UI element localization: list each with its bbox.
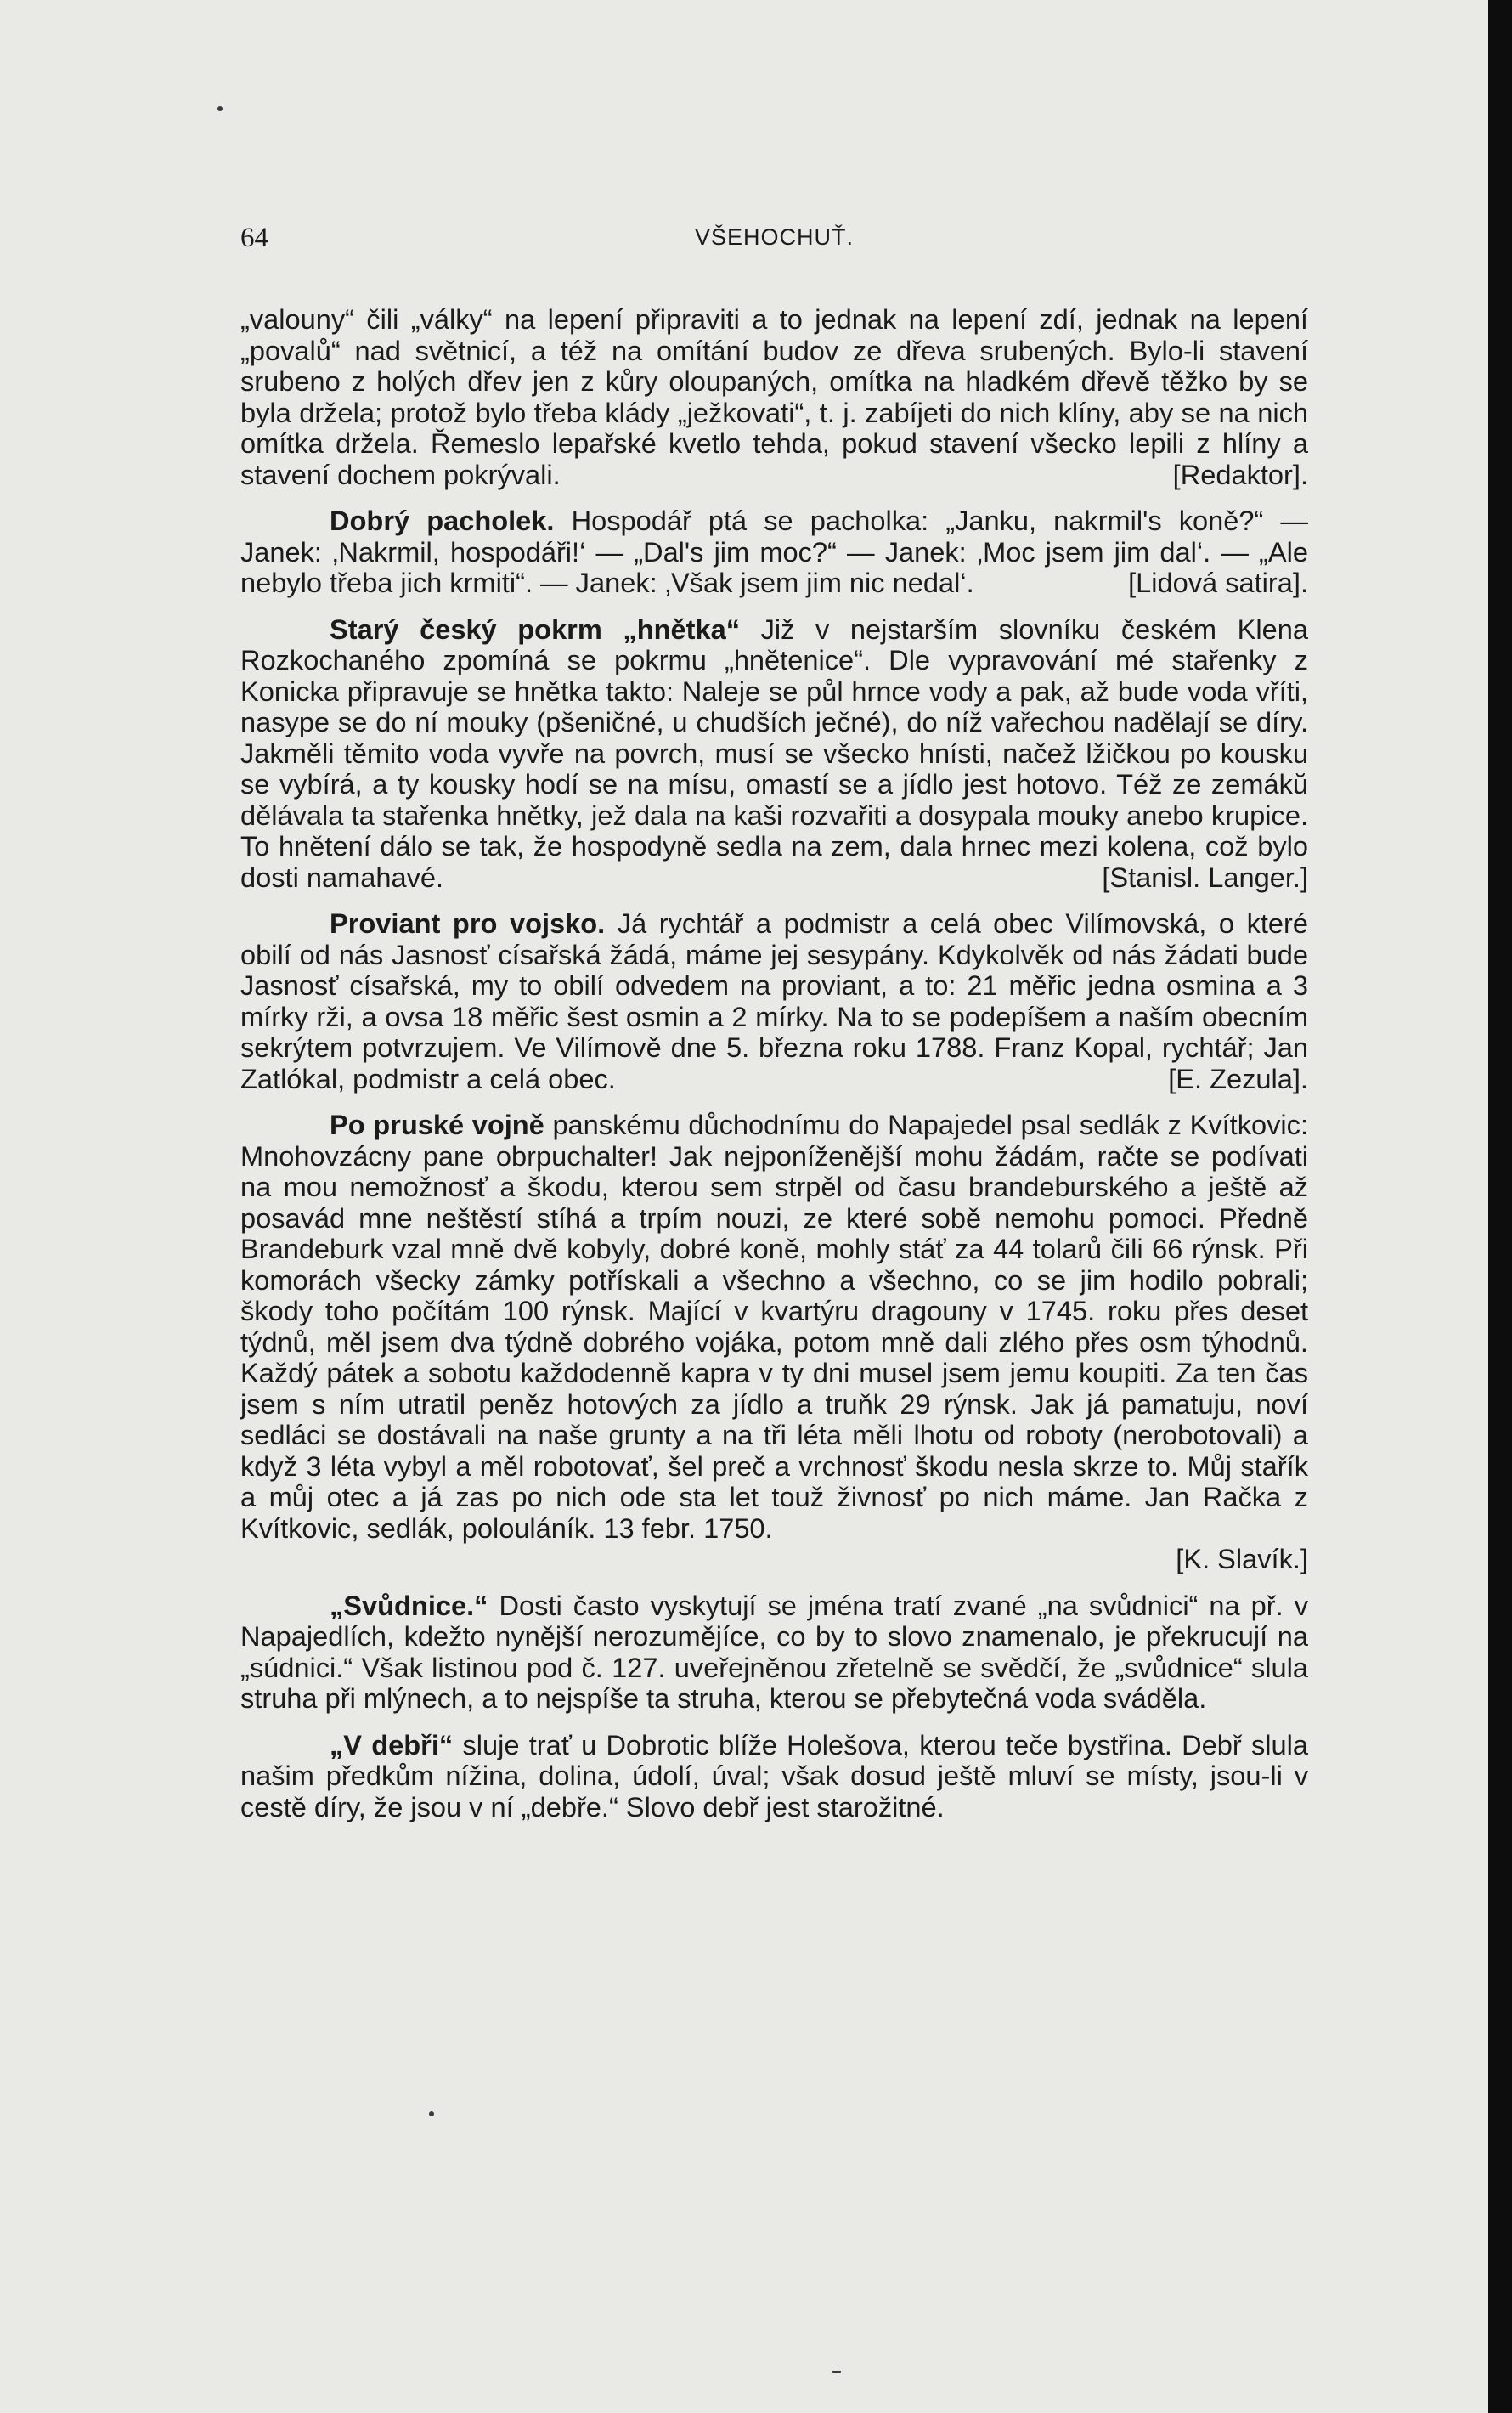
paragraph-debri	[240, 1730, 1308, 1823]
page-number: 64	[240, 223, 268, 253]
paragraph-text: Již v nejstarším slovníku českém Klena Rozkochaného zpomíná se pokrmu „hnětenice“. Dle vypravování mé stařenky z Konicka připravuje se hnětka takto: Naleje se půl hrnce vody a pak, až bude voda vříti, nasype se do ní mouky (pšeničné, u chudších ječné), do níž vařechou nadělají se díry. Jakměli těmito voda vyvře na povrch, musí se všecko hnísti, načež lžičkou po kousku se vybírá, a ty kousky hodí se na mísu, omastí se a jídlo jest hotovo. Též ze zemákŭ dělávala ta stařenka hnětky, jež dala na kaši rozvařiti a dosypala mouky anebo krupice. To hnětení dálo se tak, že hospodyně sedla na zem, dala hrnec mezi kolena, což bylo dosti namahavé.	[240, 613, 1308, 893]
paragraph-title: Starý český pokrm „hnětka“	[330, 613, 740, 645]
paragraph-title: Proviant pro vojsko.	[330, 907, 606, 939]
paragraph-intro	[240, 304, 1308, 490]
scan-speck	[832, 2371, 841, 2373]
paragraph-text: sluje trať u Dobrotic blíže Holešova, kterou teče bystřina. Debř slula našim předkům nížina, dolina, údolí, úval; však dosud ještě mluví se místy, jsou-li v cestě díry, že jsou v ní „debře.“ Slovo debř jest starožitné.	[240, 1728, 1309, 1822]
article-text	[240, 304, 1308, 1838]
page-header	[0, 223, 1488, 257]
paragraph-text: Hospodář ptá se pacholka: „Janku, nakrmil's koně?“ — Janek: ‚Nakrmil, hospodáři!‘ — „Dal's jim moc?“ — Janek: ‚Moc jsem jim dal‘. — „Ale nebylo třeba jich krmiti“. — Janek: ‚Však jsem jim nic nedal‘.	[240, 505, 1308, 598]
paragraph-pacholek	[240, 506, 1308, 599]
running-title: VŠEHOCHUŤ.	[695, 224, 855, 250]
paragraph-signature: [E. Zezula].	[1168, 1062, 1308, 1094]
paragraph-title: „Svůdnice.“	[330, 1589, 488, 1621]
paragraph-pruska-vojna	[240, 1110, 1308, 1575]
paragraph-hnetka	[240, 614, 1308, 894]
scan-speck	[429, 2111, 434, 2116]
scan-speck	[217, 106, 223, 111]
paragraph-signature: [Stanisl. Langer.]	[1102, 861, 1308, 893]
paragraph-title: Po pruské vojně	[330, 1109, 544, 1140]
paragraph-signature: [Lidová satira].	[1128, 567, 1308, 598]
paragraph-text: Já rychtář a podmistr a celá obec Vilímovská, o které obilí od nás Jasnosť císařská žádá, máme jej sesypány. Kdykolvěk od nás žádati bude Jasnosť císařská, my to obilí odvedem na proviant, a to: 21 měřic jedna osmina a 3 mírky rži, a ovsa 18 měřic šest osmin a 2 mírky. Na to se podepíšem a naším obecním sekrýtem potvrzujem. Ve Vilímově dne 5. března roku 1788. Franz Kopal, rychtář; Jan Zatlókal, podmistr a celá obec.	[240, 907, 1308, 1094]
paragraph-title: Dobrý pacholek.	[330, 505, 555, 536]
paragraph-title: „V debři“	[330, 1728, 454, 1760]
paragraph-text: Dosti často vyskytují se jména tratí zvané „na svůdnici“ na př. v Napajedlích, kdežto nynější nerozumějíce, co by to slovo znamenalo, je překrucují na „súdnici.“ Však listinou pod č. 127. uveřejněnou zřetelně se svědčí, že „svůdnice“ slula struha při mlýnech, a to nejspíše ta struha, kterou se přebytečná voda sváděla.	[240, 1589, 1308, 1714]
paragraph-text: „valouny“ čili „války“ na lepení připraviti a to jednak na lepení zdí, jednak na lepení „povalů“ nad světnicí, a též na omítání budov ze dřeva srubených. Bylo-li stavení srubeno z holých dřev jen z kůry oloupaných, omítka na hladkém dřevě těžko by se byla držela; protož bylo třeba klády „ježkovati“, t. j. zabíjeti do nich klíny, aby se na nich omítka držela. Řemeslo lepařské kvetlo tehda, pokud stavení všecko lepili z hlíny a stavení dochem pokrývali.	[240, 303, 1308, 490]
paragraph-text: panskému důchodnímu do Napajedel psal sedlák z Kvítkovic: Mnohovzácny pane obrpuchalter! Jak nejponíženější mohu žádám, račte se podívati na mou nemožnosť a škodu, kterou sem strpěl od času brandeburského a ještě až posavád mne neštěstí stíhá a trpím nouzi, ze které sobě nemohu pomoci. Předně Brandeburk vzal mně dvě kobyly, dobré koně, mohly stáť za 44 tolarů čili 66 rýnsk. Při komorách všecky zámky potřískali a všechno a všechno, co se jim hodilo pobrali; škody toho počítám 100 rýnsk. Mající v kvartýru dragouny v 1745. roku přes deset týdnů, měl jsem dva týdně dobrého vojáka, potom mně dali zlého přes osm týhodnů. Každý pátek a sobotu každodenně kapra v ty dni musel jsem jemu koupiti. Za ten čas jsem s ním utratil peněz hotových za jídlo a truňk 29 rýnsk. Jak já pamatuju, noví sedláci se dostávali na naše grunty a na tři léta měli lhotu od roboty (nerobotovali) a když 3 léta vybyl a měl robotovať, šel preč a vrchnosť škodu nesla skrze to. Můj stařík a můj otec a já zas po nich ode sta let touž živnosť po nich máme. Jan Račka z Kvítkovic, sedlák, polouláník. 13 febr. 1750.	[240, 1109, 1308, 1544]
paragraph-signature: [K. Slavík.]	[1176, 1543, 1308, 1574]
paragraph-svudnice	[240, 1591, 1308, 1715]
paragraph-signature: [Redaktor].	[1172, 458, 1308, 490]
paragraph-proviant	[240, 908, 1308, 1094]
